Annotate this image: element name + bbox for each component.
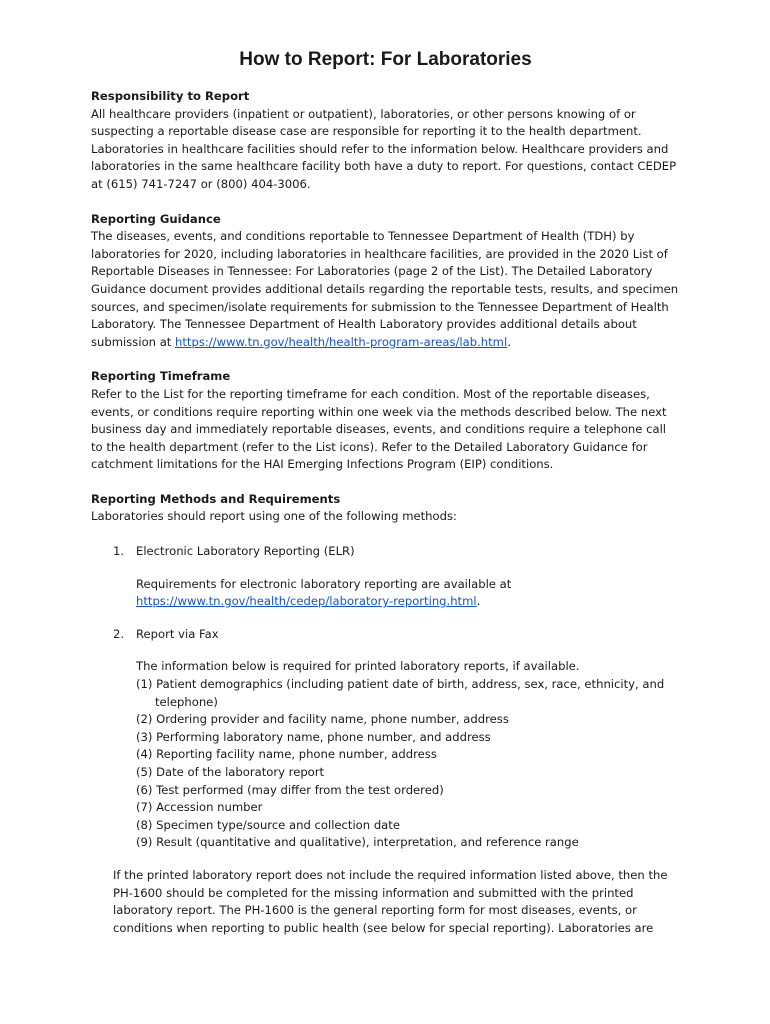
list-item-elr — [91, 543, 680, 611]
fax-title: Report via Fax — [136, 626, 219, 641]
requirement-item: (8) Specimen type/source and collection date — [136, 817, 400, 832]
section-heading: Reporting Guidance — [91, 211, 221, 226]
lab-link[interactable]: https://www.tn.gov/health/health-program-areas/lab.html — [175, 334, 508, 349]
guidance-text-end: . — [507, 334, 511, 349]
section-heading: Reporting Methods and Requirements — [91, 491, 341, 506]
requirements-list — [136, 676, 680, 852]
requirement-item: (1) Patient demographics (including patient date of birth, address, sex, race, ethnicity, and telephone) — [136, 677, 665, 709]
section-heading: Reporting Timeframe — [91, 369, 231, 384]
methods-intro: Laboratories should report using one of the following methods: — [91, 509, 457, 524]
list-number: 2. — [113, 626, 125, 641]
section-guidance — [91, 211, 680, 352]
requirement-item: (9) Result (quantitative and qualitative), interpretation, and reference range — [136, 835, 579, 850]
methods-list — [91, 543, 680, 852]
elr-text-end: . — [476, 594, 481, 609]
fax-intro: The information below is required for printed laboratory reports, if available. — [136, 659, 580, 674]
section-text: Refer to the List for the reporting timeframe for each condition. Most of the reportable diseases, events, or conditions require reporting within one week via the methods described below. The next business day and immediately reportable diseases, events, and conditions require a telephone call to the health department (refer to the List icons). Refer to the Detailed Laboratory Guidance for catchment limitations for the HAI Emerging Infections Program (EIP) conditions. — [91, 386, 667, 472]
elr-text — [136, 576, 680, 611]
elr-title: Electronic Laboratory Reporting (ELR) — [136, 544, 355, 559]
section-heading: Responsibility to Report — [91, 89, 250, 103]
page-title: How to Report: For Laboratories — [239, 49, 532, 70]
section-responsibility — [91, 88, 680, 194]
list-item-fax — [91, 626, 680, 852]
requirement-item: (3) Performing laboratory name, phone number, and address — [136, 729, 491, 744]
requirement-item: (2) Ordering provider and facility name, phone number, address — [136, 712, 509, 727]
requirement-item: (4) Reporting facility name, phone number, address — [136, 747, 437, 762]
requirement-item: (7) Accession number — [136, 800, 263, 815]
section-methods — [91, 491, 680, 937]
elr-text-start: Requirements for electronic laboratory reporting are available at — [136, 576, 512, 591]
requirement-item: (5) Date of the laboratory report — [136, 765, 325, 779]
guidance-text: The diseases, events, and conditions reportable to Tennessee Department of Health (TDH) by laboratories for 2020, including laboratories in healthcare facilities, are provided in the 2020 List of Reportable Diseases in Tennessee: For Laboratories (page 2 of the List). The Detailed Laboratory Guidance document provides additional details regarding the reportable tests, results, and specimen sources, and specimen/isolate requirements for submission to the Tennessee Department of Health Laboratory. The Tennessee Department of Health Laboratory provides additional details about submission at — [91, 229, 679, 349]
elr-link[interactable]: https://www.tn.gov/health/cedep/laboratory-reporting.html — [136, 594, 477, 609]
section-timeframe — [91, 368, 680, 474]
fax-followup-text: If the printed laboratory report does not include the required information listed above, then the PH-1600 should be completed for the missing information and submitted with the printed laboratory report. The PH-1600 is the general reporting form for most diseases, events, or conditions when reporting to public health (see below for special reporting). Laboratories are — [113, 867, 668, 935]
section-text — [91, 228, 680, 351]
requirement-item: (6) Test performed (may differ from the test ordered) — [136, 782, 444, 797]
list-number: 1. — [113, 544, 125, 559]
section-text: All healthcare providers (inpatient or outpatient), laboratories, or other persons knowing of or suspecting a reportable disease case are responsible for reporting it to the health department. Laboratories in healthcare facilities should refer to the information below. Healthcare providers and laboratories in the same healthcare facility both have a duty to report. For questions, contact CEDEP at (615) 741-7247 or (800) 404-3006. — [91, 106, 677, 191]
